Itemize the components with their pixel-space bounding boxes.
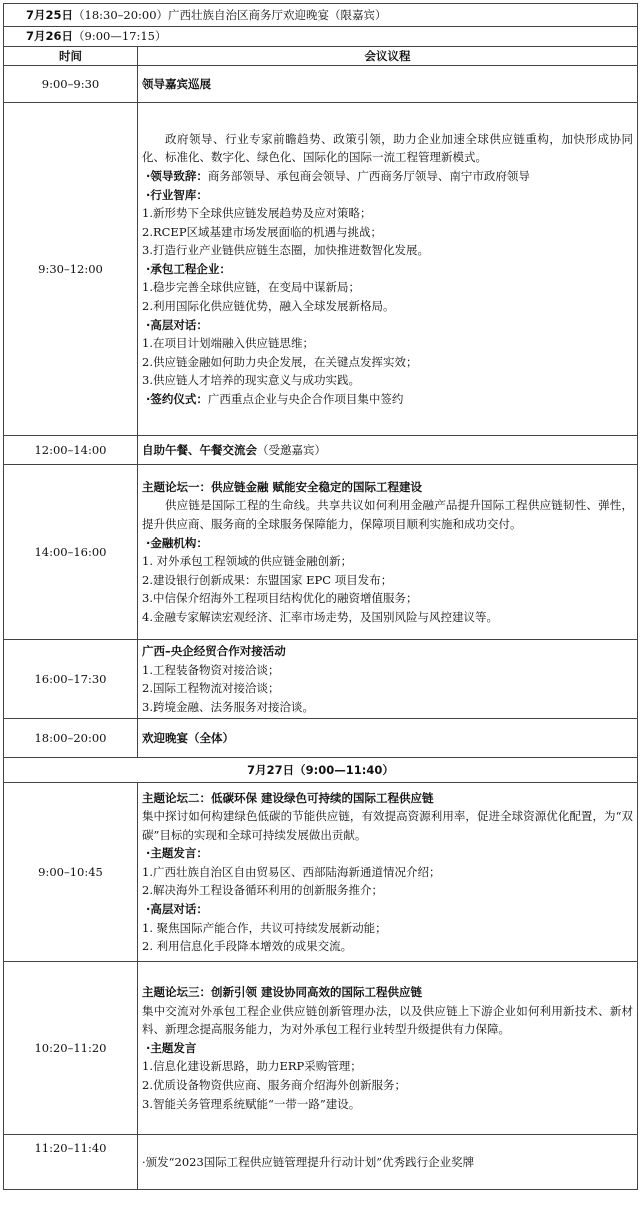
forum3-intro: 集中交流对外承包工程企业供应链创新管理办法，以及供应链上下游企业如何利用新技术、新材料、新理念提高服务能力，为对外承包工程行业转型升级提供有力保障。 <box>142 1003 634 1037</box>
list-item: 2. 利用信息化手段降本增效的成果交流。 <box>142 939 353 954</box>
row-opening <box>4 103 638 436</box>
sign-label: ·签约仪式： <box>146 392 208 407</box>
forum2-title: 主题论坛二：低碳环保 建设绿色可持续的国际工程供应链 <box>142 790 434 805</box>
day26-date: 7月26日 <box>26 29 74 43</box>
time-cell: 18:00–20:00 <box>4 719 138 758</box>
list-item: 3.跨境金融、法务服务对接洽谈。 <box>142 699 314 714</box>
header-row <box>4 46 638 66</box>
list-item: 3.供应链人才培养的现实意义与成功实践。 <box>142 373 360 388</box>
row-forum1 <box>4 465 638 640</box>
row-matchmaking <box>4 640 638 719</box>
list-item: 2.建设银行创新成果：东盟国家 EPC 项目发布； <box>142 572 393 587</box>
sign-text: 广西重点企业与央企合作项目集中签约 <box>207 392 404 407</box>
header-time: 时间 <box>4 46 138 66</box>
tour-title: 领导嘉宾巡展 <box>142 76 211 91</box>
dinner-title: 欢迎晚宴（全体） <box>142 730 234 745</box>
list-item: 2.RCEP区域基建市场发展面临的机遇与挑战； <box>142 224 383 239</box>
forum1-intro: 供应链是国际工程的生命线。共享共议如何利用金融产品提升国际工程供应链韧性、弹性，提升供应商、服务商的全球服务保障能力，保障项目顺利实施和成功交付。 <box>142 498 634 531</box>
header-agenda: 会议议程 <box>138 46 638 66</box>
lunch-note: （受邀嘉宾） <box>257 442 326 457</box>
matchmaking-title: 广西–央企经贸合作对接活动 <box>142 644 286 658</box>
list-item: 1.工程装备物资对接洽谈； <box>142 662 280 677</box>
time-cell: 16:00–17:30 <box>4 640 138 719</box>
row-forum3 <box>4 962 638 1135</box>
time-cell: 10:20–11:20 <box>4 962 138 1135</box>
day25-text: （18:30–20:00）广西壮族自治区商务厅欢迎晚宴（限嘉宾） <box>73 7 387 22</box>
list-item: 1. 聚焦国际产能合作，共议可持续发展新动能； <box>142 920 387 935</box>
forum1-title: 主题论坛一：供应链金融 赋能安全稳定的国际工程建设 <box>142 479 423 494</box>
opening-intro: 政府领导、行业专家前瞻趋势、政策引领，助力企业加速全球供应链重构，加快形成协同化、标准化、数字化、绿色化、国际化的国际一流工程管理新模式。 <box>142 131 634 165</box>
award-text: ·颁发“2023国际工程供应链管理提升行动计划”优秀践行企业奖牌 <box>142 1154 475 1169</box>
list-item: 1. 对外承包工程领域的供应链金融创新； <box>142 554 353 569</box>
speech-label: ·主题发言： <box>146 846 208 861</box>
list-item: 2.利用国际化供应链优势，融入全球发展新格局。 <box>142 299 395 314</box>
agenda-table <box>3 3 638 1190</box>
row-award <box>4 1135 638 1190</box>
list-item: 3.中信保介绍海外工程项目结构优化的融资增值服务； <box>142 591 418 606</box>
leaders-text: 商务部领导、承包商会领导、广西商务厅领导、南宁市政府领导 <box>207 168 530 183</box>
list-item: 1.新形势下全球供应链发展趋势及应对策略； <box>142 206 372 221</box>
list-item: 2.国际工程物流对接洽谈； <box>142 681 280 696</box>
think-label: ·行业智库： <box>146 187 208 202</box>
list-item: 2.供应链金融如何助力央企发展，在关键点发挥实效； <box>142 354 418 369</box>
forum3-title: 主题论坛三：创新引领 建设协同高效的国际工程供应链 <box>142 985 423 1000</box>
list-item: 1.广西壮族自治区自由贸易区、西部陆海新通道情况介绍； <box>142 864 441 879</box>
forum2-intro: 集中探讨如何构建绿色低碳的节能供应链，有效提高资源利用率，促进全球资源优化配置，为“双碳”目标的实现和全球可持续发展做出贡献。 <box>142 809 634 842</box>
fin-label: ·金融机构： <box>146 535 208 550</box>
list-item: 3.智能关务管理系统赋能“一带一路”建设。 <box>142 1096 361 1111</box>
time-cell: 9:30–12:00 <box>4 103 138 436</box>
list-item: 1.在项目计划端融入供应链思维； <box>142 336 314 351</box>
list-item: 1.稳步完善全球供应链，在变局中谋新局； <box>142 280 360 295</box>
dialog-label: ·高层对话： <box>146 902 208 917</box>
speech-label: ·主题发言 <box>146 1040 197 1055</box>
list-item: 2.解决海外工程设备循环利用的创新服务推介； <box>142 883 383 898</box>
row-lunch <box>4 436 638 465</box>
list-item: 4.金融专家解读宏观经济、汇率市场走势，及国别风险与风控建议等。 <box>142 609 498 624</box>
day27-label: 7月27日（9:00—11:40） <box>4 758 638 783</box>
row-tour <box>4 66 638 103</box>
list-item: 2.优质设备物资供应商、服务商介绍海外创新服务； <box>142 1078 406 1093</box>
list-item: 3.打造行业产业链供应链生态圈，加快推进数智化发展。 <box>142 243 429 258</box>
time-cell: 9:00–9:30 <box>4 66 138 103</box>
time-cell: 14:00–16:00 <box>4 465 138 640</box>
time-cell: 11:20–11:40 <box>4 1135 138 1190</box>
day25-row <box>4 4 638 27</box>
dialog-label: ·高层对话： <box>146 317 208 332</box>
contract-label: ·承包工程企业： <box>146 261 231 276</box>
row-forum2 <box>4 783 638 962</box>
list-item: 1.信息化建设新思路，助力ERP采购管理； <box>142 1059 362 1074</box>
row-dinner <box>4 719 638 758</box>
time-cell: 12:00–14:00 <box>4 436 138 465</box>
day26-text: （9:00—17:15） <box>73 29 167 43</box>
day27-row <box>4 758 638 783</box>
day26-row <box>4 27 638 47</box>
leaders-label: ·领导致辞： <box>146 168 208 183</box>
day25-date: 7月25日 <box>26 7 74 22</box>
time-cell: 9:00–10:45 <box>4 783 138 962</box>
lunch-title: 自助午餐、午餐交流会 <box>142 442 257 457</box>
